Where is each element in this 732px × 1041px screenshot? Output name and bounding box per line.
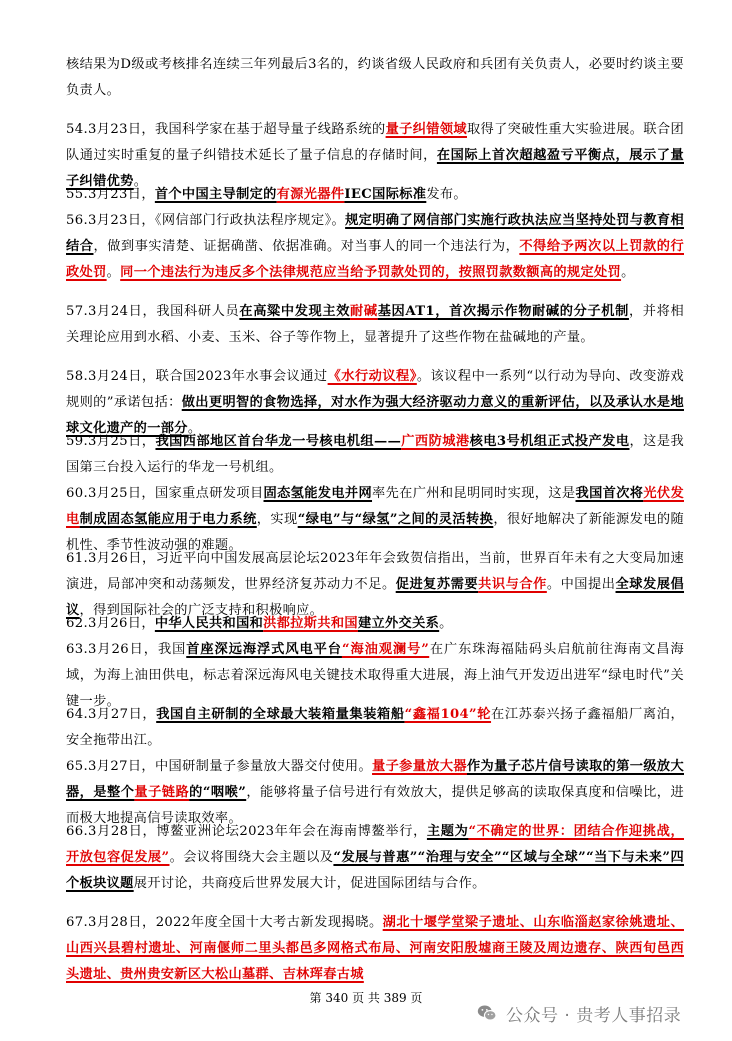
body-text: ，很好地解决了新能源发电的随机性、季节性波动强的难题。: [66, 512, 684, 553]
body-text: 54.3月23日，我国科学家在基于超导量子线路系统的: [66, 122, 386, 137]
paragraph: [66, 208, 684, 286]
highlight-red-text: “海油观澜号”: [341, 642, 430, 657]
highlight-red-text: 广西防城港: [401, 434, 470, 449]
highlight-bold-text: 建立外交关系: [357, 616, 440, 631]
highlight-bold-text: 的“咽喉”: [189, 785, 247, 800]
body-text: 核结果为D级或考核排名连续三年列最后3名的，约谈省级人民政府和兵团有关负责人，必要时约谈主要负责人。: [66, 57, 684, 98]
paragraph: [66, 702, 684, 754]
highlight-red-text: 湖北十堰学堂梁子遗址、山东临淄赵家徐姚遗址、山西兴县碧村遗址、河南偃师二里头都邑多网格式布局、河南安阳殷墟商王陵及周边遗存、陕西旬邑西头遗址、贵州贵安新区大松山墓群、吉林珲春古城: [66, 915, 684, 982]
highlight-bold-text: 制成固态氢能应用于电力系统: [79, 512, 257, 527]
highlight-red-text: 光伏发电: [66, 486, 684, 527]
highlight-red-text: 《水行动议程》: [327, 369, 417, 384]
highlight-bold-text: 中华人民共和国和: [154, 616, 264, 631]
body-text: 59.3月25日，: [66, 434, 156, 449]
body-text: ，做到事实清楚、证据确凿、依据准确。对当事人的同一个违法行为，: [93, 239, 520, 254]
body-text: 64.3月27日，: [66, 707, 157, 722]
paragraph: [66, 611, 684, 637]
body-text: 。中国提出: [546, 577, 616, 592]
body-text: ，能够将量子信号进行有效放大，提供足够高的读取保真度和信噪比，进而极大地提高信号读取效率。: [66, 785, 685, 826]
watermark: [476, 996, 681, 1030]
highlight-bold-text: 作为量子芯片信号读取的第一级放大器，是整个: [66, 759, 684, 800]
highlight-bold-text: 固态氢能发电并网: [263, 486, 373, 501]
body-text: 60.3月25日，国家重点研发项目: [66, 486, 264, 501]
body-text: 。: [439, 616, 453, 631]
highlight-bold-text: 做出更明智的食物选择，对水作为强大经济驱动力意义的重新评估，以及承认水是地球文化遗产的一部分: [66, 395, 684, 436]
body-text: 57.3月24日，我国科研人员: [66, 304, 240, 319]
highlight-red-text: 量子链路: [134, 785, 190, 800]
highlight-red-text: 有源光器件: [276, 187, 345, 202]
highlight-bold-text: IEC国际标准: [344, 187, 427, 202]
highlight-red-text: 不得给予两次以上罚款的行政处罚: [66, 239, 684, 280]
highlight-bold-text: 我国西部地区首台华龙一号核电机组——: [155, 434, 402, 449]
body-text: ，实现: [256, 512, 298, 527]
body-text: 率先在广州和昆明同时实现，这是: [372, 486, 576, 501]
highlight-bold-text: 首座深远海浮式风电平台: [186, 642, 342, 657]
body-text: 61.3月26日，习近平向中国发展高层论坛2023年年会致贺信指出，当前，世界百年未有之大变局加速演进，局部冲突和动荡频发，世界经济复苏动力不足。: [66, 551, 684, 592]
body-text: 发布。: [426, 187, 467, 202]
highlight-bold-text: 我国自主研制的全球最大装箱量集装箱船: [156, 707, 405, 722]
body-text: 。: [187, 421, 202, 436]
highlight-bold-text: 基因AT1，首次揭示作物耐碱的分子机制: [377, 304, 629, 319]
body-text: 58.3月24日，联合国2023年水事会议通过: [66, 369, 328, 384]
highlight-red-text: 量子纠错领域: [385, 122, 467, 137]
highlight-bold-text: 首个中国主导制定的: [154, 187, 277, 202]
body-text: 在广东珠海福陆码头启航前往海南文昌海域，为海上油田供电，标志着深远海风电关键技术取得重大进展，海上油气开发迈出进军“绿电时代”关键一步。: [66, 642, 684, 709]
body-text: 56.3月23日，《网信部门行政执法程序规定》。: [66, 213, 346, 228]
watermark-text: 公众号 · 贵考人事招录: [506, 1005, 682, 1026]
body-text: 62.3月26日，: [66, 616, 155, 631]
body-text: 67.3月28日，2022年度全国十大考古新发现揭晓。: [66, 915, 383, 930]
highlight-red-text: “不确定的世界：团结合作迎挑战，开放包容促发展”: [66, 824, 684, 865]
paragraph: [66, 52, 684, 104]
body-text: 。: [133, 174, 148, 189]
highlight-red-text: 共识与合作: [478, 577, 547, 592]
highlight-bold-text: 在国际上首次超越盈亏平衡点，展示了量子纠错优势: [66, 148, 684, 189]
highlight-bold-text: 促进复苏需要: [395, 577, 479, 592]
body-text: 。该议程中一系列“以行动为导向、改变游戏规则的”承诺包括：: [66, 369, 684, 410]
body-text: ，并将相关理论应用到水稻、小麦、玉米、谷子等作物上，显著提升了这些作物在盐碱地的产量。: [66, 304, 684, 345]
highlight-bold-text: “发展与普惠”“治理与安全”“区域与全球”“当下与未来”四个板块议题: [66, 850, 685, 891]
highlight-bold-text: 我国首次将: [575, 486, 644, 501]
paragraph: [66, 819, 684, 897]
body-text: 。: [621, 265, 635, 280]
paragraph: [66, 182, 684, 208]
body-text: ，得到国际社会的广泛支持和积极响应。: [79, 603, 324, 618]
highlight-red-text: 洪都拉斯共和国: [263, 616, 358, 631]
body-text: 取得了突破性重大实验进展。联合团队通过实时重复的量子纠错技术延长了量子信息的存储时间，: [66, 122, 684, 163]
highlight-bold-text: 核电3号机组正式投产发电: [469, 434, 630, 449]
page-footer: 第 340 页 共 389 页: [309, 991, 423, 1005]
highlight-bold-text: 规定明确了网信部门实施行政执法应当坚持处罚与教育相结合: [66, 213, 685, 254]
body-text: 展开讨论，共商疫后世界发展大计，促进国际团结与合作。: [133, 876, 486, 891]
body-text: 55.3月23日，: [66, 187, 155, 202]
body-text: 66.3月28日，博鳌亚洲论坛2023年年会在海南博鳌举行，: [66, 824, 427, 839]
highlight-bold-text: 全球发展倡议: [66, 577, 685, 618]
paragraph: [66, 429, 684, 481]
body-text: 在江苏泰兴扬子鑫福船厂离泊，安全拖带出江。: [66, 707, 684, 748]
wechat-icon: [476, 1002, 498, 1024]
body-text: ，这是我国第三台投入运行的华龙一号机组。: [66, 434, 685, 475]
highlight-bold-text: “绿电”与“绿氢”之间的灵活转换: [297, 512, 494, 527]
highlight-bold-text: 在高粱中发现主效: [239, 304, 351, 319]
body-text: 。会议将围绕大会主题以及: [169, 850, 334, 865]
body-text: 63.3月26日，我国: [66, 642, 187, 657]
highlight-red-text: 耐碱: [350, 304, 378, 319]
highlight-red-text: 同一个违法行为违反多个法律规范应当给予罚款处罚的，按照罚款数额高的规定处罚: [120, 265, 622, 280]
paragraph: [66, 299, 684, 351]
highlight-red-text: “鑫福104”轮: [404, 707, 492, 722]
highlight-bold-text: 主题为: [426, 824, 469, 839]
body-text: 65.3月27日，中国研制量子参量放大器交付使用。: [66, 759, 373, 774]
body-text: 。: [106, 265, 121, 280]
paragraph: [66, 910, 684, 988]
highlight-red-text: 量子参量放大器: [372, 759, 467, 774]
